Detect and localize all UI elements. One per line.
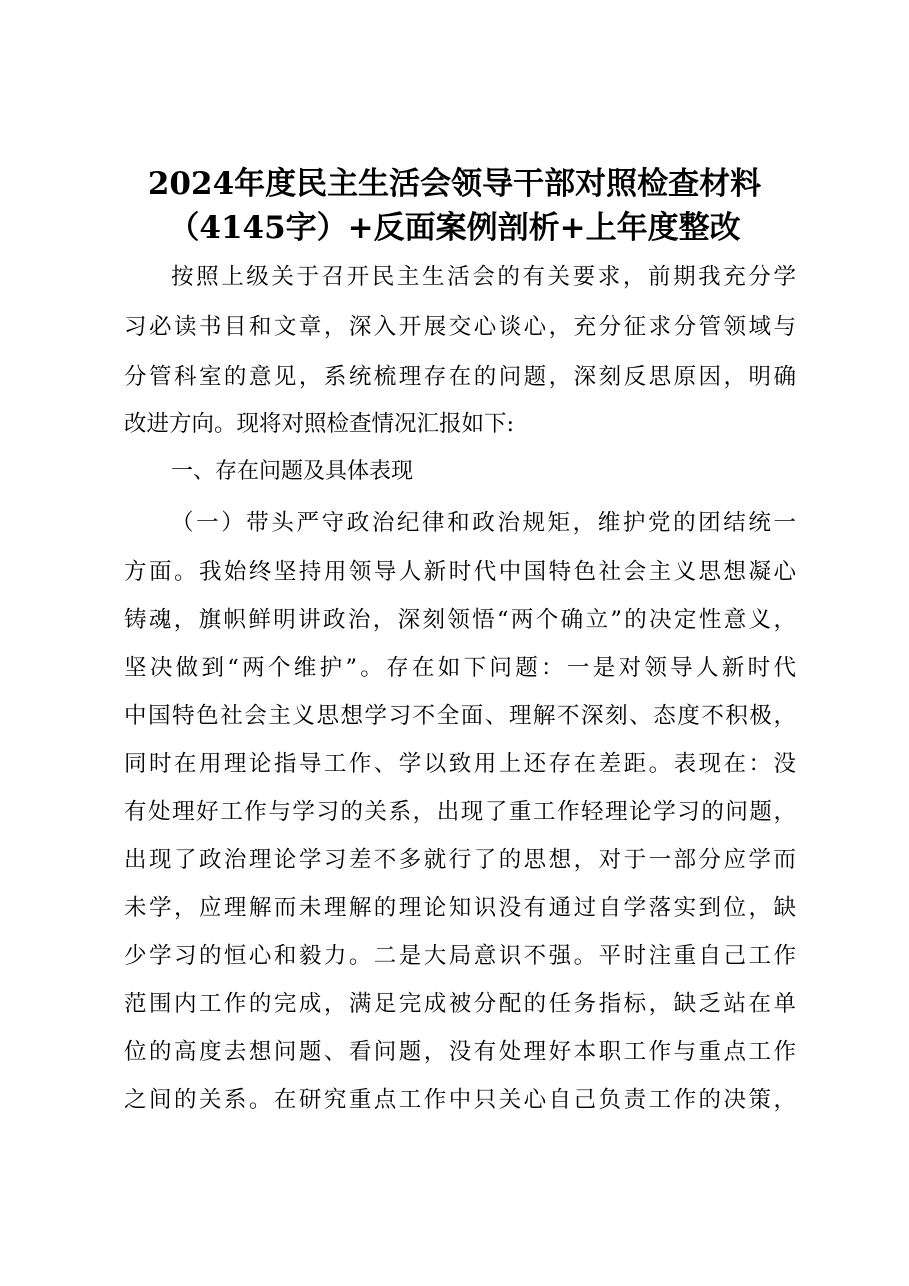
intro-line-2: 习必读书目和文章，深入开展交心谈心，充分征求分管领域与 (124, 314, 796, 340)
document-title-line-2: （4145字）+反面案例剖析+上年度整改 (168, 210, 741, 246)
body-line-8: 出现了政治理论学习差不多就行了的思想，对于一部分应学而 (124, 847, 796, 873)
body-line-4: 坚决做到“两个维护”。存在如下问题：一是对领导人新时代 (124, 655, 796, 681)
body-line-2: 方面。我始终坚持用领导人新时代中国特色社会主义思想凝心 (124, 559, 796, 585)
intro-line-1: 按照上级关于召开民主生活会的有关要求，前期我充分学 (171, 264, 796, 290)
body-line-9: 未学，应理解而未理解的理论知识没有通过自学落实到位，缺 (124, 895, 796, 921)
body-line-10: 少学习的恒心和毅力。二是大局意识不强。平时注重自己工作 (124, 943, 796, 969)
body-line-12: 位的高度去想问题、看问题，没有处理好本职工作与重点工作 (124, 1039, 796, 1065)
section-heading: 一、存在问题及具体表现 (171, 459, 414, 484)
body-line-13: 之间的关系。在研究重点工作中只关心自己负责工作的决策， (124, 1087, 796, 1113)
document-title-line-1: 2024年度民主生活会领导干部对照检查材料 (147, 166, 762, 202)
body-line-7: 有处理好工作与学习的关系，出现了重工作轻理论学习的问题， (124, 799, 796, 825)
body-line-3: 铸魂，旗帜鲜明讲政治，深刻领悟“两个确立”的决定性意义， (124, 607, 796, 633)
intro-line-4: 改进方向。现将对照检查情况汇报如下: (124, 411, 515, 437)
body-line-11: 范围内工作的完成，满足完成被分配的任务指标，缺乏站在单 (124, 991, 796, 1017)
body-line-5: 中国特色社会主义思想学习不全面、理解不深刻、态度不积极， (124, 703, 796, 729)
body-line-1: （一）带头严守政治纪律和政治规矩，维护党的团结统一 (171, 510, 796, 536)
intro-line-3: 分管科室的意见，系统梳理存在的问题，深刻反思原因，明确 (124, 364, 796, 390)
body-line-6: 同时在用理论指导工作、学以致用上还存在差距。表现在：没 (124, 751, 796, 777)
